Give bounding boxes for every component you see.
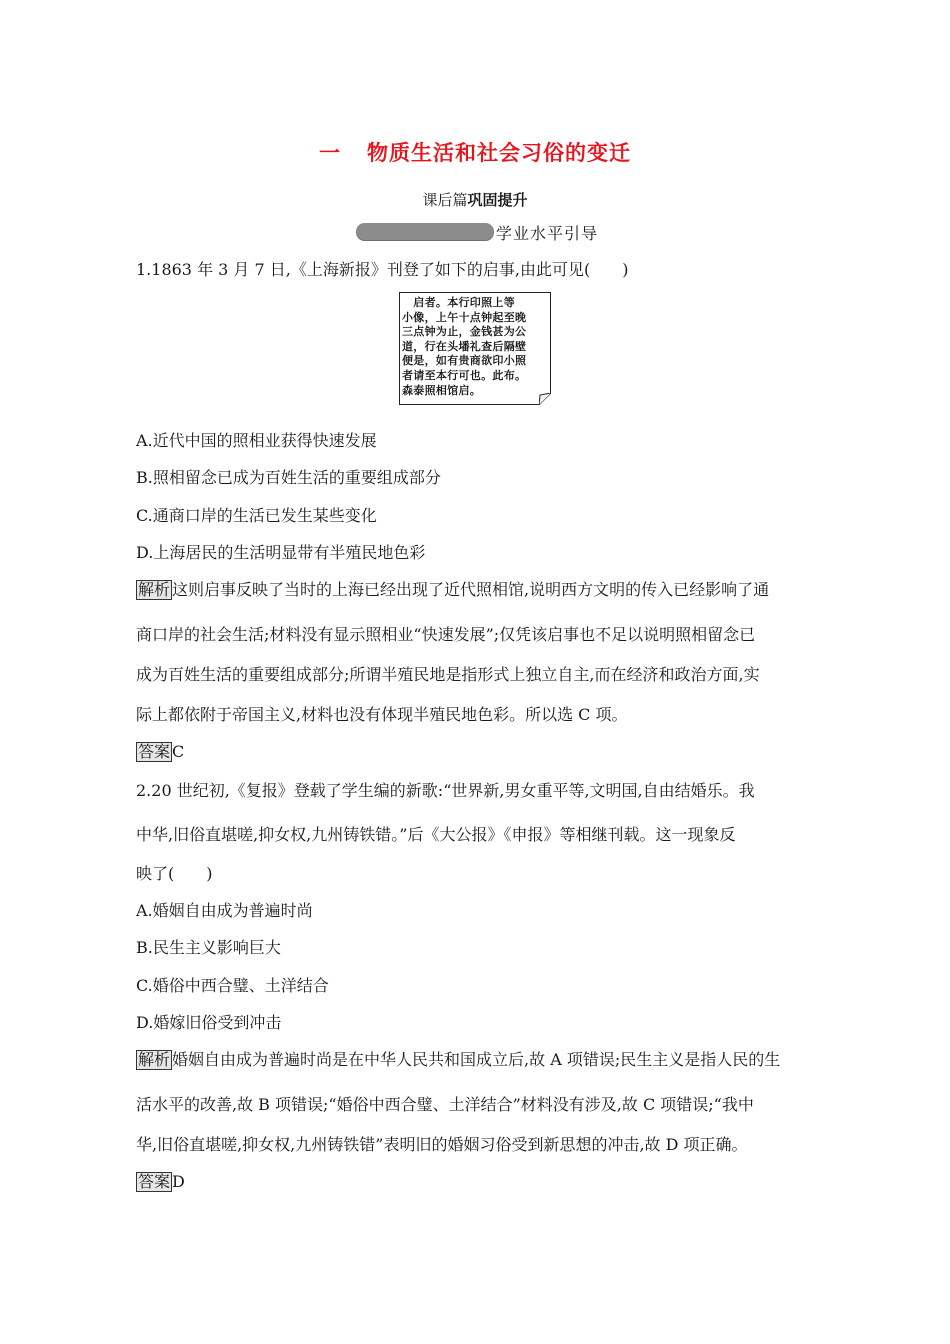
page-fold-icon [539,393,551,405]
subtitle-plain: 课后篇 [422,191,468,209]
section-pill-decoration [356,223,494,240]
subtitle [0,189,950,210]
q2-analysis-line-2: 活水平的改善,故 B 项错误;“婚俗中西合璧、土洋结合”材料没有涉及,故 C 项错误;“我中 [136,1095,754,1114]
chapter-number: 一 [319,141,341,165]
q1-analysis-line-3: 成为百姓生活的重要组成部分;所谓半殖民地是指形式上独立自主,而在经济和政治方面,实 [136,665,760,684]
q2-answer-tag: 答案 [138,1172,171,1191]
q1-option-a: A.近代中国的照相业获得快速发展 [136,431,377,450]
q1-option-d: D.上海居民的生活明显带有半殖民地色彩 [136,543,426,562]
q1-analysis-line-4: 际上都依附于帝国主义,材料也没有体现半殖民地色彩。所以选 C 项。 [136,705,628,724]
q2-stem-line-1: 2.20 世纪初,《复报》登载了学生编的新歌:“世界新,男女重平等,文明国,自由结婚乐。我 [136,781,755,800]
q1-option-c: C.通商口岸的生活已发生某些变化 [136,506,377,525]
q2-answer-line [136,1172,816,1192]
q1-analysis-line-2: 商口岸的社会生活;材料没有显示照相业“快速发展”;仅凭该启事也不足以说明照相留念已 [136,625,756,644]
q1-analysis-text-1: 这则启事反映了当时的上海已经出现了近代照相馆,说明西方文明的传入已经影响了通 [172,580,770,599]
q2-analysis-tag: 解析 [138,1050,171,1069]
q1-answer-tag: 答案 [138,742,171,761]
subtitle-bold: 巩固提升 [467,191,528,209]
q1-notice-text: 启者。本行印照上等 小像，上午十点钟起至晚 三点钟为止，金钱甚为公 道，行在头墦礼查后隔壁 便是，如有贵商欲印小照 者请至本行可也。此布。 森泰照相馆启。 [402,296,527,397]
q1-stem: 1.1863 年 3 月 7 日,《上海新报》刊登了如下的启事,由此可见( ) [136,260,629,279]
q2-analysis-text-1: 婚姻自由成为普遍时尚是在中华人民共和国成立后,故 A 项错误;民生主义是指人民的生 [172,1050,781,1069]
q1-analysis-line-1 [136,580,816,600]
q2-option-a: A.婚姻自由成为普遍时尚 [136,901,313,920]
q2-analysis-line-1 [136,1050,816,1070]
q1-answer-value: C [172,742,185,761]
page-title [0,137,950,167]
q2-analysis-line-3: 华,旧俗直堪嗟,抑女权,九州铸铁错”表明旧的婚姻习俗受到新思想的冲击,故 D 项正确。 [136,1135,748,1154]
q2-option-d: D.婚嫁旧俗受到冲击 [136,1013,282,1032]
q2-option-b: B.民生主义影响巨大 [136,938,281,957]
q2-option-c: C.婚俗中西合璧、土洋结合 [136,976,329,995]
q1-option-b: B.照相留念已成为百姓生活的重要组成部分 [136,468,441,487]
q2-stem-line-2: 中华,旧俗直堪嗟,抑女权,九州铸铁错。”后《大公报》《申报》等相继刊载。这一现象反 [136,825,736,844]
q1-notice-image [399,292,551,405]
q2-answer-value: D [172,1172,185,1191]
q2-stem-line-3: 映了( ) [136,864,213,883]
q1-answer-line [136,742,816,762]
chapter-title: 物质生活和社会习俗的变迁 [367,141,631,165]
section-label: 学业水平引导 [496,224,599,243]
q1-analysis-tag: 解析 [138,580,171,599]
